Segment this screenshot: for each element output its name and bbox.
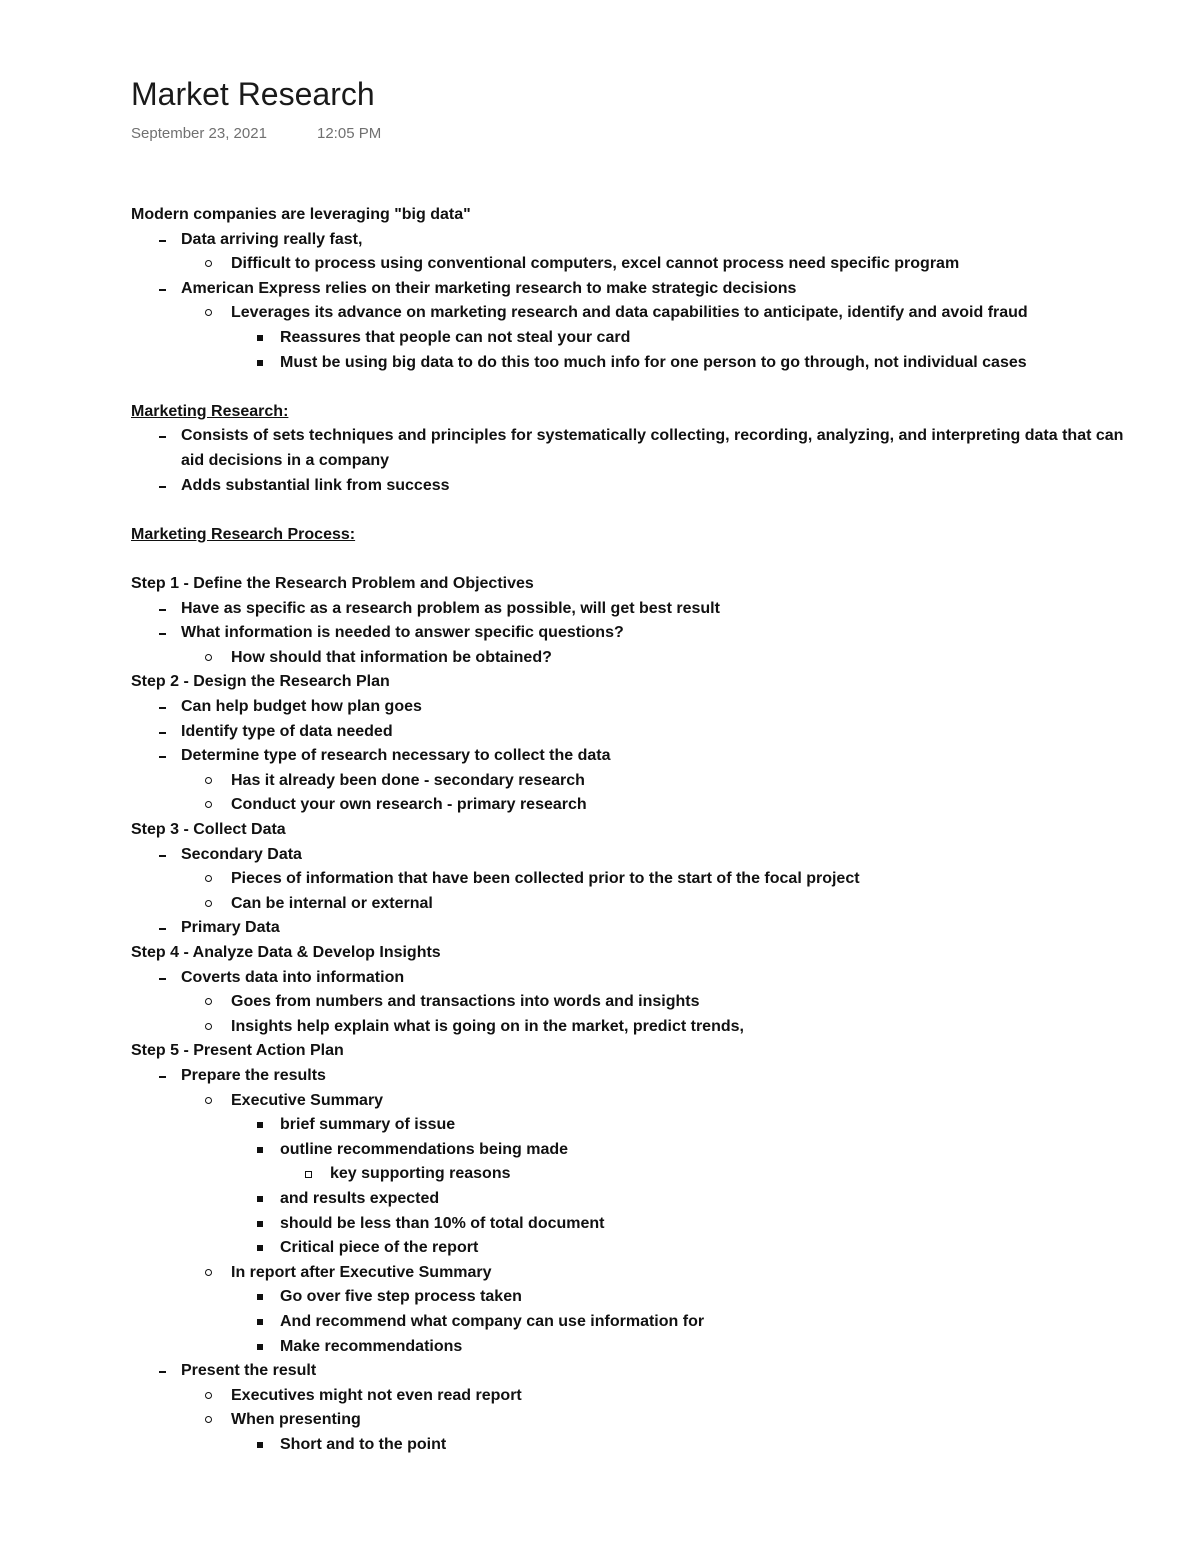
dash-bullet-icon [159, 1359, 169, 1383]
circle-bullet-icon [205, 646, 215, 670]
outline-heading [0, 572, 1200, 596]
square-bullet-icon [257, 1433, 267, 1457]
circle-bullet-icon [205, 301, 215, 325]
list-item [0, 597, 1200, 621]
list-item-text: How should that information be obtained? [231, 649, 552, 666]
outline-heading [0, 203, 1200, 227]
list-item [0, 1285, 1200, 1309]
page-title[interactable]: Market Research [131, 76, 375, 112]
list-item-text: and results expected [280, 1190, 440, 1207]
dash-bullet-icon [159, 597, 169, 621]
list-item [0, 646, 1200, 670]
list-item [0, 1384, 1200, 1408]
list-item [0, 621, 1200, 645]
outline-heading [0, 1039, 1200, 1063]
hollow-bullet-icon [305, 1162, 315, 1186]
circle-bullet-icon [205, 892, 215, 916]
list-item-text: Marketing Research: [131, 403, 289, 420]
list-item-text: Determine type of research necessary to collect the data [181, 747, 611, 764]
square-bullet-icon [257, 1236, 267, 1260]
list-item-text: Have as specific as a research problem as possible, will get best result [181, 600, 720, 617]
list-item-text: Step 3 - Collect Data [131, 821, 286, 838]
list-item [0, 695, 1200, 719]
square-bullet-icon [257, 1285, 267, 1309]
list-item [0, 1236, 1200, 1260]
list-item [0, 916, 1200, 940]
list-item [0, 990, 1200, 1014]
list-item-text: Can help budget how plan goes [181, 698, 422, 715]
list-item [0, 277, 1200, 301]
square-bullet-icon [257, 326, 267, 350]
list-item-text: American Express relies on their marketing research to make strategic decisions [181, 280, 797, 297]
circle-bullet-icon [205, 1261, 215, 1285]
list-item [0, 252, 1200, 276]
list-item [0, 449, 1200, 473]
outline-heading [0, 547, 1200, 571]
circle-bullet-icon [205, 769, 215, 793]
list-item-text: Short and to the point [280, 1436, 447, 1453]
square-bullet-icon [257, 1335, 267, 1359]
dash-bullet-icon [159, 916, 169, 940]
list-item [0, 351, 1200, 375]
circle-bullet-icon [205, 1384, 215, 1408]
outline-heading [0, 670, 1200, 694]
dash-bullet-icon [159, 621, 169, 645]
list-item-text: Step 5 - Present Action Plan [131, 1042, 344, 1059]
list-item-text: Data arriving really fast, [181, 231, 363, 248]
outline-heading [0, 941, 1200, 965]
section-heading [0, 523, 1200, 547]
list-item [0, 1138, 1200, 1162]
dash-bullet-icon [159, 1064, 169, 1088]
outline-heading [0, 818, 1200, 842]
list-item [0, 301, 1200, 325]
list-item [0, 1310, 1200, 1334]
list-item [0, 867, 1200, 891]
list-item-text: Step 2 - Design the Research Plan [131, 673, 390, 690]
list-item-text: Secondary Data [181, 846, 302, 863]
list-item [0, 744, 1200, 768]
square-bullet-icon [257, 1212, 267, 1236]
dash-bullet-icon [159, 695, 169, 719]
outline-heading [0, 375, 1200, 399]
list-item-text: In report after Executive Summary [231, 1264, 492, 1281]
list-item-text: Go over five step process taken [280, 1288, 522, 1305]
list-item-text: Prepare the results [181, 1067, 326, 1084]
square-bullet-icon [257, 351, 267, 375]
list-item-text: Critical piece of the report [280, 1239, 479, 1256]
list-item [0, 966, 1200, 990]
list-item-text: brief summary of issue [280, 1116, 456, 1133]
list-item [0, 1212, 1200, 1236]
dash-bullet-icon [159, 277, 169, 301]
list-item [0, 326, 1200, 350]
list-item-text: Make recommendations [280, 1338, 463, 1355]
list-item-text: Adds substantial link from success [181, 477, 450, 494]
circle-bullet-icon [205, 990, 215, 1014]
list-item-text: Reassures that people can not steal your card [280, 329, 631, 346]
list-item-text: Has it already been done - secondary research [231, 772, 585, 789]
list-item-text: should be less than 10% of total document [280, 1215, 605, 1232]
list-item-text: Insights help explain what is going on in the market, predict trends, [231, 1018, 744, 1035]
section-heading [0, 400, 1200, 424]
list-item-text: Executives might not even read report [231, 1387, 522, 1404]
note-time: 12:05 PM [317, 125, 382, 142]
list-item [0, 1162, 1200, 1186]
list-item [0, 892, 1200, 916]
list-item [0, 1064, 1200, 1088]
list-item-text: Goes from numbers and transactions into words and insights [231, 993, 700, 1010]
circle-bullet-icon [205, 793, 215, 817]
list-item [0, 474, 1200, 498]
list-item-text: Primary Data [181, 919, 280, 936]
list-item-text: Marketing Research Process: [131, 526, 356, 543]
square-bullet-icon [257, 1138, 267, 1162]
dash-bullet-icon [159, 843, 169, 867]
list-item-text: Leverages its advance on marketing research and data capabilities to anticipate, identify and avoid fraud [231, 304, 1028, 321]
dash-bullet-icon [159, 720, 169, 744]
list-item-text: Modern companies are leveraging "big data" [131, 206, 471, 223]
circle-bullet-icon [205, 1408, 215, 1432]
dash-bullet-icon [159, 474, 169, 498]
list-item [0, 424, 1200, 448]
dash-bullet-icon [159, 966, 169, 990]
list-item [0, 843, 1200, 867]
dash-bullet-icon [159, 228, 169, 252]
list-item-text: Must be using big data to do this too much info for one person to go through, not individual cases [280, 354, 1027, 371]
list-item [0, 1408, 1200, 1432]
list-item-text: Coverts data into information [181, 969, 405, 986]
list-item-text: Present the result [181, 1362, 317, 1379]
list-item-text: Identify type of data needed [181, 723, 393, 740]
list-item [0, 1261, 1200, 1285]
list-item-text: What information is needed to answer specific questions? [181, 624, 624, 641]
circle-bullet-icon [205, 252, 215, 276]
circle-bullet-icon [205, 1089, 215, 1113]
list-item-text: When presenting [231, 1411, 361, 1428]
list-item-text: Can be internal or external [231, 895, 433, 912]
square-bullet-icon [257, 1113, 267, 1137]
list-item [0, 1359, 1200, 1383]
list-item [0, 1433, 1200, 1457]
dash-bullet-icon [159, 424, 169, 448]
list-item [0, 1113, 1200, 1137]
list-item [0, 793, 1200, 817]
list-item-text: Pieces of information that have been collected prior to the start of the focal project [231, 870, 860, 887]
circle-bullet-icon [205, 1015, 215, 1039]
list-item-text: Step 4 - Analyze Data & Develop Insights [131, 944, 441, 961]
list-item [0, 1015, 1200, 1039]
list-item [0, 228, 1200, 252]
list-item-text: Step 1 - Define the Research Problem and Objectives [131, 575, 534, 592]
list-item-text: Difficult to process using conventional computers, excel cannot process need specific program [231, 255, 960, 272]
list-item [0, 769, 1200, 793]
list-item [0, 1335, 1200, 1359]
list-item-text: Consists of sets techniques and principles for systematically collecting, recording, analyzing, and interpreting data that can [181, 427, 1124, 444]
note-date: September 23, 2021 [131, 125, 267, 142]
list-item-text: And recommend what company can use information for [280, 1313, 705, 1330]
list-item-text: aid decisions in a company [181, 452, 390, 469]
outline-heading [0, 498, 1200, 522]
square-bullet-icon [257, 1187, 267, 1211]
square-bullet-icon [257, 1310, 267, 1334]
dash-bullet-icon [159, 744, 169, 768]
list-item [0, 1089, 1200, 1113]
list-item-text: outline recommendations being made [280, 1141, 569, 1158]
list-item-text: Conduct your own research - primary research [231, 796, 587, 813]
list-item-text: key supporting reasons [330, 1165, 511, 1182]
list-item-text: Executive Summary [231, 1092, 384, 1109]
list-item [0, 1187, 1200, 1211]
list-item [0, 720, 1200, 744]
circle-bullet-icon [205, 867, 215, 891]
